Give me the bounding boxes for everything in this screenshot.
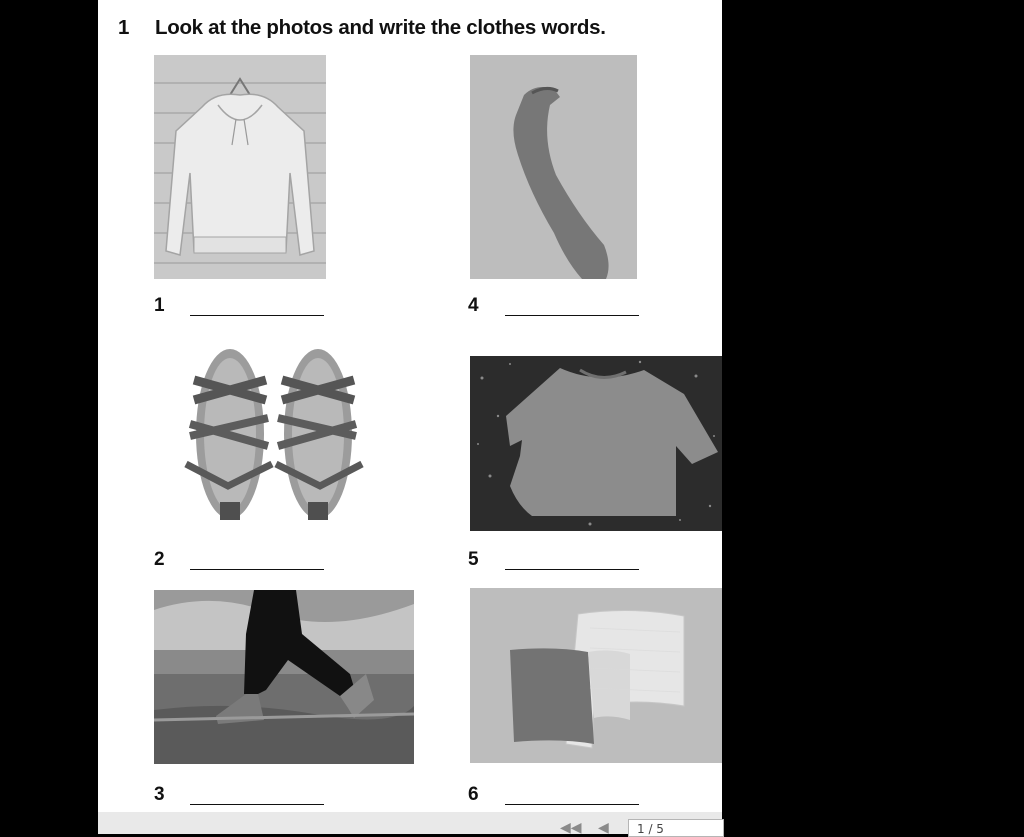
answer-line-5[interactable] bbox=[505, 569, 639, 570]
answer-line-2[interactable] bbox=[190, 569, 324, 570]
pdf-navigation-toolbar bbox=[98, 812, 722, 834]
previous-page-icon[interactable]: ◀ bbox=[598, 820, 609, 836]
exercise-number: 1 bbox=[118, 16, 130, 39]
item-number-5: 5 bbox=[468, 549, 479, 570]
answer-line-3[interactable] bbox=[190, 804, 324, 805]
item-number-4: 4 bbox=[468, 295, 479, 316]
item-number-2: 2 bbox=[154, 549, 165, 570]
item-number-1: 1 bbox=[154, 295, 165, 316]
first-page-icon[interactable]: ◀◀ bbox=[560, 820, 582, 836]
tights-photo bbox=[470, 55, 637, 279]
leggings-photo bbox=[154, 590, 414, 764]
page-indicator[interactable]: 1 / 5 bbox=[628, 819, 724, 837]
hoodie-photo bbox=[154, 55, 326, 279]
scarves-photo bbox=[470, 588, 722, 763]
item-number-6: 6 bbox=[468, 784, 479, 805]
exercise-title bbox=[118, 16, 606, 40]
sandals-photo bbox=[168, 334, 394, 530]
exercise-instruction: Look at the photos and write the clothes words. bbox=[155, 16, 606, 39]
answer-line-1[interactable] bbox=[190, 315, 324, 316]
answer-line-4[interactable] bbox=[505, 315, 639, 316]
answer-line-6[interactable] bbox=[505, 804, 639, 805]
t-shirt-photo bbox=[470, 356, 722, 531]
worksheet-page bbox=[98, 0, 722, 812]
item-number-3: 3 bbox=[154, 784, 165, 805]
